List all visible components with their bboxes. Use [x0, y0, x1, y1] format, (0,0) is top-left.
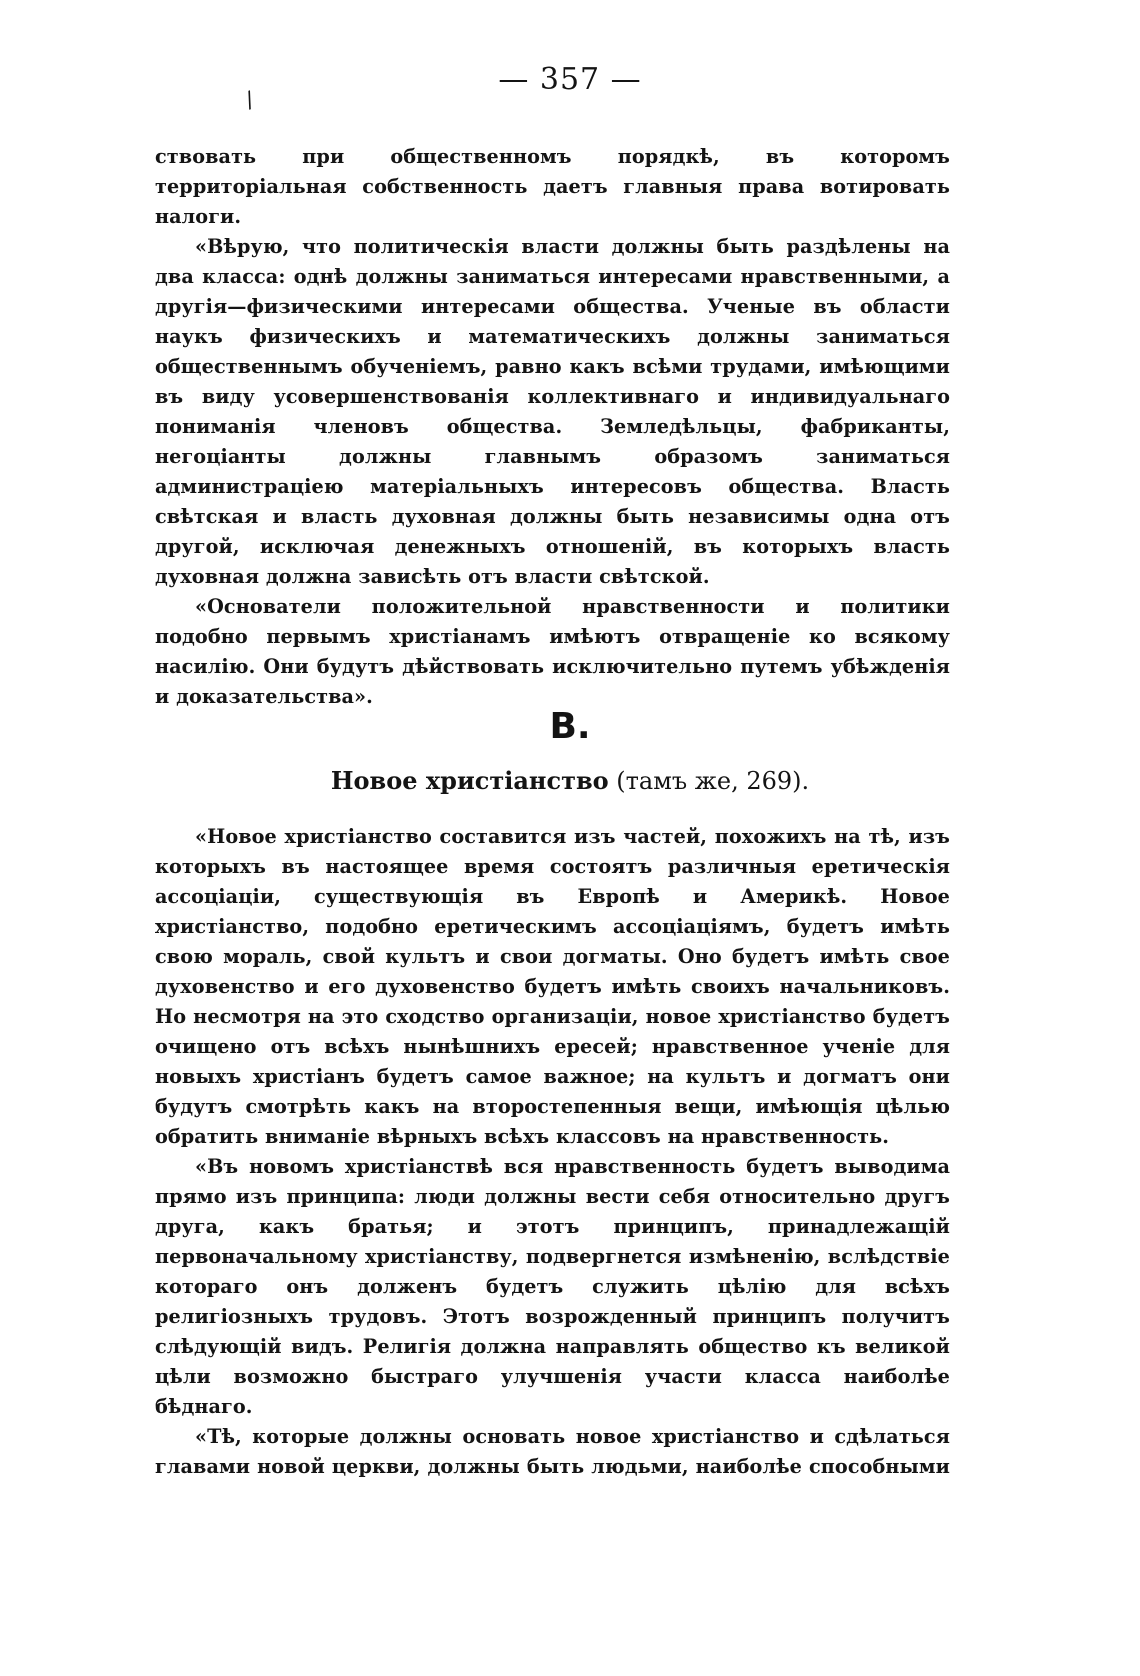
- heading-title: Новое христіанство: [330, 766, 609, 795]
- paragraph-morality-principle: «Въ новомъ христіанствѣ вся нравственность будетъ выводима прямо изъ принципа: люди должны вести себя относительно другъ друга, какъ братья; и этотъ принципъ, принадлежащій первоначальному христіанству, подвергнется измѣненію, вслѣдствіе котораго онъ долженъ будетъ служить цѣлію для всѣхъ религіозныхъ трудовъ. Этотъ возрожденный принципъ получитъ слѣдующій видъ. Религія должна направлять общество къ великой цѣли возможно быстраго улучшенія участи класса наиболѣе бѣднаго.: [155, 1155, 950, 1418]
- page-number: — 357 —: [498, 62, 642, 97]
- section-letter: B.: [549, 706, 591, 747]
- text-block-top: [155, 142, 950, 712]
- text-block-bottom: [155, 822, 950, 1482]
- heading-reference: (тамъ же, 269).: [616, 767, 810, 795]
- paragraph-founders-church: «Тѣ, которые должны основать новое христіанство и сдѣлаться главами новой церкви, должны быть людьми, наиболѣе способными: [155, 1425, 950, 1478]
- paragraph-founders: «Основатели положительной нравственности и политики подобно первымъ христіанамъ имѣютъ отвращеніе ко всякому насилію. Они будутъ дѣйствовать исключительно путемъ убѣжденія и доказательства».: [155, 595, 950, 708]
- paragraph-new-christianity: «Новое христіанство составится изъ частей, похожихъ на тѣ, изъ которыхъ въ настоящее время состоятъ различныя еретическія ассоціаціи, существующія въ Европѣ и Америкѣ. Новое христіанство, подобно еретическимъ ассоціаціямъ, будетъ имѣть свою мораль, свой культъ и свои догматы. Оно будетъ имѣть свое духовенство и его духовенство будетъ имѣть своихъ начальниковъ. Но несмотря на это сходство организаціи, новое христіанство будетъ очищено отъ всѣхъ нынѣшнихъ ересей; нравственное ученіе для новыхъ христіанъ будетъ самое важное; на культъ и догматъ они будутъ смотрѣть какъ на второстепенныя вещи, имѣющія цѣлью обратить вниманіе вѣрныхъ всѣхъ классовъ на нравственность.: [155, 825, 950, 1148]
- section-heading: [0, 766, 1140, 795]
- paragraph-political-powers: «Вѣрую, что политическія власти должны быть раздѣлены на два класса: однѣ должны заниматься интересами нравственными, а другія—физическими интересами общества. Ученые въ области наукъ физическихъ и математическихъ должны заниматься общественнымъ обученіемъ, равно какъ всѣми трудами, имѣющими въ виду усовершенствованія коллективнаго и индивидуальнаго пониманія членовъ общества. Земледѣльцы, фабриканты, негоціанты должны главнымъ образомъ заниматься администраціею матеріальныхъ интересовъ общества. Власть свѣтская и власть духовная должны быть независимы одна отъ другой, исключая денежныхъ отношеній, въ которыхъ власть духовная должна зависѣть отъ власти свѣтской.: [155, 235, 950, 588]
- stray-pencil-mark: /: [241, 87, 258, 114]
- paragraph-continuation: ствовать при общественномъ порядкѣ, въ которомъ территоріальная собственность даетъ главныя права вотировать налоги.: [155, 145, 950, 228]
